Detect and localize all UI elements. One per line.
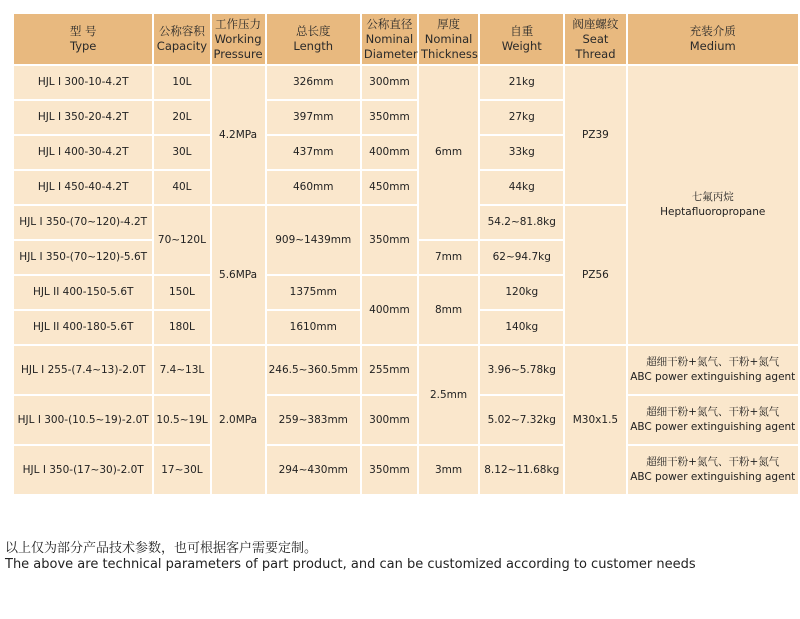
table-row <box>14 396 798 444</box>
cell-diameter: 300mm <box>362 396 417 444</box>
spec-table <box>12 12 800 496</box>
cell-diameter: 350mm <box>362 101 417 134</box>
cell-weight: 54.2~81.8kg <box>480 206 563 239</box>
cell-capacity: 17~30L <box>154 446 209 494</box>
cell-capacity: 150L <box>154 276 209 309</box>
cell-capacity: 70~120L <box>154 206 209 274</box>
cell-thickness: 3mm <box>419 446 478 494</box>
cell-length: 1375mm <box>267 276 360 309</box>
table-row <box>14 446 798 494</box>
cell-seat-thread: PZ56 <box>565 206 625 344</box>
header-row <box>14 14 798 64</box>
cell-type: HJL I 350-20-4.2T <box>14 101 152 134</box>
cell-diameter: 350mm <box>362 206 417 274</box>
cell-thickness: 6mm <box>419 66 478 239</box>
header-working-pressure: 工作压力 Working Pressure <box>212 14 265 64</box>
cell-type: HJL I 300-10-4.2T <box>14 66 152 99</box>
cell-length: 397mm <box>267 101 360 134</box>
cell-type: HJL II 400-180-5.6T <box>14 311 152 344</box>
cell-length: 326mm <box>267 66 360 99</box>
cell-length: 1610mm <box>267 311 360 344</box>
cell-type: HJL I 350-(17~30)-2.0T <box>14 446 152 494</box>
cell-diameter: 450mm <box>362 171 417 204</box>
cell-weight: 27kg <box>480 101 563 134</box>
cell-capacity: 40L <box>154 171 209 204</box>
cell-thickness: 8mm <box>419 276 478 344</box>
cell-seat-thread: PZ39 <box>565 66 625 204</box>
header-type: 型 号 Type <box>14 14 152 64</box>
cell-capacity: 20L <box>154 101 209 134</box>
cell-type: HJL II 400-150-5.6T <box>14 276 152 309</box>
cell-capacity: 10.5~19L <box>154 396 209 444</box>
table-row <box>14 66 798 99</box>
cell-capacity: 180L <box>154 311 209 344</box>
cell-diameter: 400mm <box>362 136 417 169</box>
cell-length: 294~430mm <box>267 446 360 494</box>
cell-weight: 3.96~5.78kg <box>480 346 563 394</box>
header-nominal-thickness: 厚度 Nominal Thickness <box>419 14 478 64</box>
cell-medium: 超细干粉+氮气、干粉+氮气 ABC power extinguishing agent <box>628 396 799 444</box>
cell-weight: 44kg <box>480 171 563 204</box>
cell-length: 259~383mm <box>267 396 360 444</box>
header-nominal-diameter: 公称直径 Nominal Diameter <box>362 14 417 64</box>
cell-seat-thread: M30x1.5 <box>565 346 625 494</box>
cell-length: 437mm <box>267 136 360 169</box>
cell-length: 909~1439mm <box>267 206 360 274</box>
cell-capacity: 7.4~13L <box>154 346 209 394</box>
cell-medium: 七氟丙烷 Heptafluoropropane <box>628 66 799 344</box>
cell-diameter: 400mm <box>362 276 417 344</box>
header-weight: 自重 Weight <box>480 14 563 64</box>
header-capacity: 公称容积 Capacity <box>154 14 209 64</box>
cell-medium: 超细干粉+氮气、干粉+氮气 ABC power extinguishing agent <box>628 346 799 394</box>
header-length: 总长度 Length <box>267 14 360 64</box>
cell-diameter: 350mm <box>362 446 417 494</box>
cell-type: HJL I 350-(70~120)-5.6T <box>14 241 152 274</box>
cell-medium: 超细干粉+氮气、干粉+氮气 ABC power extinguishing agent <box>628 446 799 494</box>
cell-pressure: 2.0MPa <box>212 346 265 494</box>
cell-type: HJL I 350-(70~120)-4.2T <box>14 206 152 239</box>
cell-diameter: 300mm <box>362 66 417 99</box>
header-medium: 充装介质 Medium <box>628 14 799 64</box>
cell-weight: 62~94.7kg <box>480 241 563 274</box>
table-row <box>14 346 798 394</box>
cell-weight: 120kg <box>480 276 563 309</box>
cell-length: 246.5~360.5mm <box>267 346 360 394</box>
cell-diameter: 255mm <box>362 346 417 394</box>
cell-thickness: 7mm <box>419 241 478 274</box>
cell-weight: 33kg <box>480 136 563 169</box>
cell-pressure: 4.2MPa <box>212 66 265 204</box>
cell-weight: 8.12~11.68kg <box>480 446 563 494</box>
footnote-en: The above are technical parameters of part product, and can be customized according to customer needs <box>5 557 696 572</box>
footnote-zh: 以上仅为部分产品技术参数，也可根据客户需要定制。 <box>5 541 318 556</box>
cell-capacity: 30L <box>154 136 209 169</box>
cell-type: HJL I 300-(10.5~19)-2.0T <box>14 396 152 444</box>
header-seat-thread: 阀座螺纹 Seat Thread <box>565 14 625 64</box>
cell-type: HJL I 255-(7.4~13)-2.0T <box>14 346 152 394</box>
cell-weight: 5.02~7.32kg <box>480 396 563 444</box>
cell-length: 460mm <box>267 171 360 204</box>
cell-type: HJL I 400-30-4.2T <box>14 136 152 169</box>
cell-thickness: 2.5mm <box>419 346 478 444</box>
cell-capacity: 10L <box>154 66 209 99</box>
cell-type: HJL I 450-40-4.2T <box>14 171 152 204</box>
cell-weight: 140kg <box>480 311 563 344</box>
cell-weight: 21kg <box>480 66 563 99</box>
cell-pressure: 5.6MPa <box>212 206 265 344</box>
